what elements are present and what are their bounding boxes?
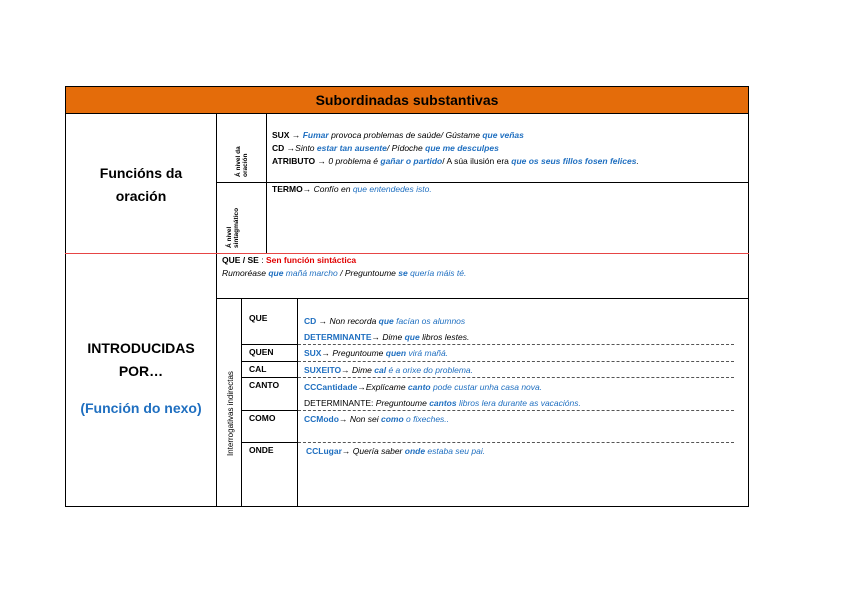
introducidas-label [66,337,216,420]
sub1-vertical-label [235,146,249,177]
funcions-label-line2: oración [115,188,167,204]
row-bold: canto [407,382,431,392]
sub2-vertical-label [226,208,240,248]
arrow-icon: → [317,156,327,166]
arrow-icon: → [341,365,350,375]
cd-sep: / [386,143,392,153]
example-row [304,315,465,328]
sux-ex2-bold: que veñas [482,130,524,140]
interrogativas-divider-2 [297,298,298,506]
que-se-colon: : [258,255,266,265]
funcions-sub-divider [266,114,267,253]
arrow-icon: → [286,143,296,153]
funcions-label-line1: Funcións da [99,165,183,181]
que-se-sep: / [337,268,345,278]
frame-right [748,114,749,507]
example-row [304,364,473,377]
cd-ex1-pre: Sinto [295,143,317,153]
atributo-ex2-pre: A súa ilusión era [446,156,512,166]
row-rest: o fixeches.. [403,414,450,424]
row-tag: SUX [304,348,322,358]
cd-ex2-bold: que me desculpes [425,143,499,153]
word-sep [241,377,297,378]
example-row [304,381,542,394]
row-tag: DETERMINANTE [304,332,372,342]
row-pre: Dime [382,332,405,342]
introducidas-label-sub: (Función do nexo) [80,400,202,416]
atributo-line [272,155,639,168]
atributo-ex1-pre: 0 problema é [328,156,381,166]
nexo-como: COMO [249,413,276,423]
termo-ex-pre: Confío en [313,184,353,194]
row-bold: que [378,316,394,326]
arrow-icon: → [357,382,366,392]
frame-bottom [65,506,749,507]
row-bold: como [381,414,404,424]
table-title: Subordinadas substantivas [65,86,749,114]
nexo-canto: CANTO [249,380,280,390]
arrow-icon: → [338,414,348,424]
word-sep [241,361,297,362]
example-sep [298,361,734,362]
row-pre: Dime [352,365,375,375]
cd-ex1-bold: estar tan ausente [316,143,387,153]
arrow-icon: → [341,446,351,456]
atributo-ex1-bold: gañar o partido [380,156,443,166]
example-sep [298,442,734,443]
row-bold: quen [385,348,407,358]
interrogativas-divider-1 [241,298,242,506]
example-sep [298,410,734,411]
sub1-label-b: oración [242,153,249,177]
que-se-tag: QUE / SE [222,255,259,265]
row-tag: CCLugar [306,446,342,456]
example-sep [298,377,734,378]
word-sep [241,442,297,443]
termo-ex-blue: que entendedes isto. [352,184,432,194]
cd-line [272,142,499,155]
row-tag: DETERMINANTE: [304,398,374,408]
nexo-cal: CAL [249,364,267,374]
row-rest: estaba seu pai. [425,446,486,456]
atributo-tag: ATRIBUTO [272,156,316,166]
sux-ex2-pre: Gústame [445,130,483,140]
que-se-ex1-rest: mañá marcho [283,268,338,278]
row-rest: virá mañá. [406,348,449,358]
que-se-ex2-rest: quería máis té. [407,268,467,278]
arrow-icon: → [302,184,312,194]
atributo-ex2-bold: que os seus fillos fosen felices [511,156,637,166]
termo-tag: TERMO [272,184,303,194]
example-row [306,445,485,458]
word-sep [241,410,297,411]
row-pre: Preguntoume [332,348,386,358]
row-pre: Non sei [349,414,381,424]
row-bold: onde [404,446,426,456]
que-se-line [222,254,356,267]
example-row [304,331,469,344]
que-se-example [222,267,466,280]
sux-tag: SUX [272,130,290,140]
que-se-ex2-pre: Preguntoume [344,268,399,278]
row-rest: pode custar unha casa nova. [430,382,543,392]
sux-line [272,129,524,142]
column-divider [216,114,217,507]
row-pre: Preguntoume [375,398,430,408]
arrow-icon: → [371,332,381,342]
example-row [304,397,581,410]
row-rest: libros lestes. [419,332,470,342]
arrow-icon: → [318,316,328,326]
section-divider [65,253,749,254]
que-se-ex1-bold: que [268,268,284,278]
cd-ex2-pre: Pídoche [391,143,426,153]
row-rest: facían os alumnos [393,316,466,326]
row-rest: libros lera durante as vacacións. [456,398,581,408]
arrow-icon: → [291,130,301,140]
row-bold: cal [374,365,387,375]
row-tag: SUXEITO [304,365,342,375]
word-sep [241,344,297,345]
sux-ex1-rest: provoca problemas de saúde [328,130,441,140]
nexo-que: QUE [249,313,268,323]
funcions-label [66,162,216,208]
atributo-end: . [636,156,639,166]
sub2-label-b: sintagmático [233,207,240,248]
arrow-icon: → [321,348,330,358]
introducidas-label-line1: INTRODUCIDAS [87,340,195,356]
row-bold: que [404,332,420,342]
row-tag: CCCantidade [304,382,358,392]
row-bold: cantos [429,398,457,408]
atributo-sep: / [442,156,447,166]
row-pre: Quería saber [352,446,405,456]
row-pre: Non recorda [329,316,379,326]
row-pre: Explícame [365,382,408,392]
sux-ex1-bold: Fumar [302,130,329,140]
row-tag: CCModo [304,414,339,424]
sub1-label-a: Á nivel da [235,146,242,177]
que-se-ex1-pre: Rumoréase [222,268,269,278]
example-sep [298,344,734,345]
nexo-onde: ONDE [249,445,274,455]
introducidas-label-line2: POR… [118,363,164,379]
row-tag: CD [304,316,317,326]
example-row [304,347,448,360]
que-se-ex2-bold: se [398,268,408,278]
sux-sep: / [440,130,446,140]
termo-line [272,183,432,196]
row-rest: é a orixe do problema. [386,365,474,375]
que-se-note: Sen función sintáctica [265,255,357,265]
nexo-quen: QUEN [249,347,274,357]
sub2-label-a: Á nivel [226,226,233,248]
interrogativas-vertical-label: Interrogativas indirectas [226,371,235,456]
example-row [304,413,449,426]
cd-tag: CD [272,143,285,153]
interrogativas-top-line [216,298,748,299]
